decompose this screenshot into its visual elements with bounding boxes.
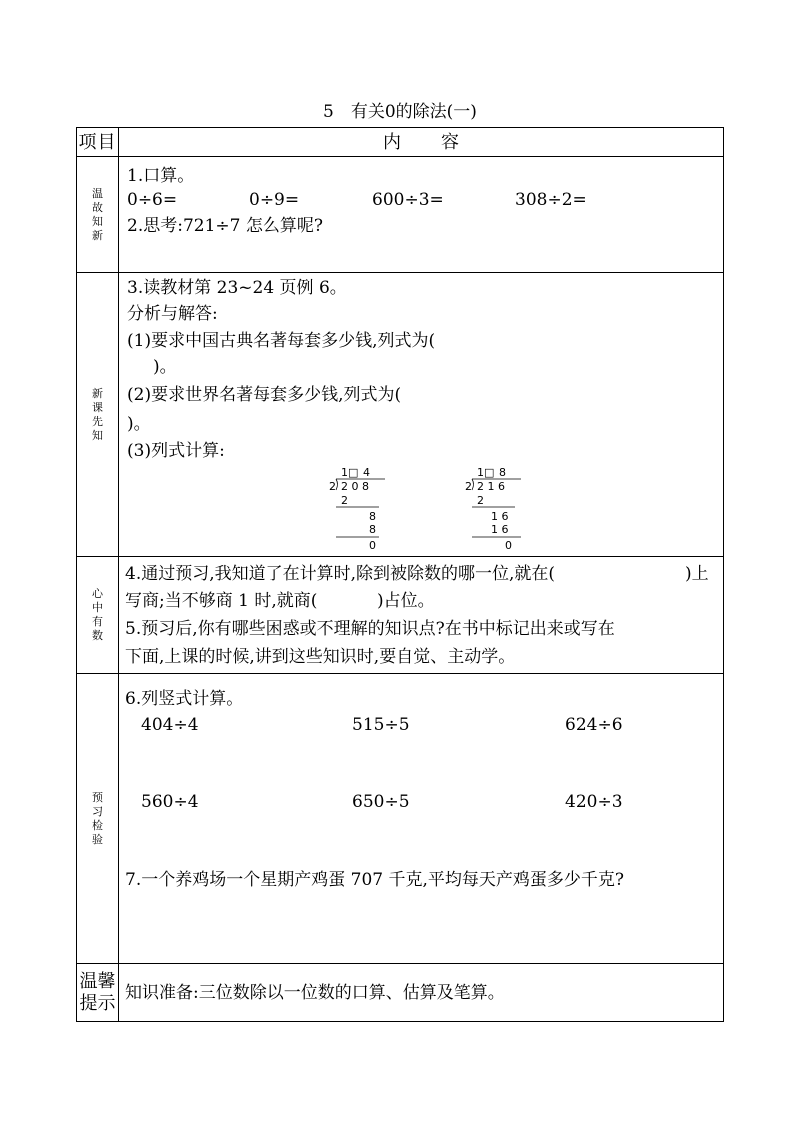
p3-text: (3)列式计算: <box>127 441 225 461</box>
div1-step: 8 <box>369 523 376 536</box>
calc-3: 600÷3= <box>372 190 444 210</box>
header-content: 内容 <box>119 128 724 157</box>
calc-item: 515÷5 <box>352 715 410 735</box>
check-content <box>119 674 724 964</box>
calc-2: 0÷9= <box>249 190 300 210</box>
calc-item: 560÷4 <box>141 792 199 812</box>
calc-1: 0÷6= <box>127 190 178 210</box>
table-header-row <box>77 128 724 157</box>
insight-label: 心中有数 <box>92 587 103 642</box>
p2-text: (2)要求世界名著每套多少钱,列式为( <box>127 385 402 405</box>
q6-text: 6.列竖式计算。 <box>125 689 244 709</box>
div1-quotient-digit: 4 <box>363 466 370 479</box>
tip-content <box>119 964 724 1022</box>
section-preview <box>77 273 724 557</box>
q2-text: 2.思考:721÷7 怎么算呢? <box>127 216 323 236</box>
section-insight <box>77 557 724 674</box>
insight-content <box>119 557 724 674</box>
div2-step: 1 6 <box>491 523 509 536</box>
tip-label: 温馨提示 <box>79 970 116 1014</box>
calc-item: 420÷3 <box>565 792 623 812</box>
insight-label-cell <box>77 557 119 674</box>
analysis-text: 分析与解答: <box>127 304 218 324</box>
div2-dividend: 2 1 6 <box>477 480 505 493</box>
calc-item: 404÷4 <box>141 715 199 735</box>
header-item: 项目 <box>77 128 119 157</box>
section-review <box>77 157 724 273</box>
div1-quotient-digit: 1 <box>341 466 348 479</box>
preview-content <box>119 273 724 557</box>
q4-blank-end: )上 <box>685 564 709 584</box>
div1-remainder: 0 <box>369 539 376 552</box>
calc-item: 624÷6 <box>565 715 623 735</box>
div2-quotient-digit: 8 <box>499 466 506 479</box>
calc-4: 308÷2= <box>515 190 587 210</box>
div2-step: 1 6 <box>491 510 509 523</box>
q3-text: 3.读教材第 23~24 页例 6。 <box>127 278 347 298</box>
check-label-cell <box>77 674 119 964</box>
p1-text: (1)要求中国古典名著每套多少钱,列式为( <box>127 331 436 351</box>
q4-text-2: 写商;当不够商 1 时,就商( <box>125 591 318 611</box>
section-tip <box>77 964 724 1022</box>
div1-quotient-box: □ <box>348 466 359 479</box>
div1-divisor: 2 <box>329 480 336 493</box>
div1-step: 2 <box>341 494 348 507</box>
q5-text: 5.预习后,你有哪些困惑或不理解的知识点?在书中标记出来或写在 <box>125 619 615 639</box>
div2-step: 2 <box>477 494 484 507</box>
long-division-2 <box>455 465 535 555</box>
tip-label-cell <box>77 964 119 1022</box>
div1-dividend: 2 0 8 <box>341 480 369 493</box>
long-division-1 <box>319 465 399 555</box>
calc-item: 650÷5 <box>352 792 410 812</box>
preview-label-cell <box>77 273 119 557</box>
worksheet-table <box>76 127 724 1022</box>
check-label: 预习检验 <box>92 790 103 846</box>
div2-quotient-digit: 1 <box>477 466 484 479</box>
tip-text: 知识准备:三位数除以一位数的口算、估算及笔算。 <box>125 983 505 1003</box>
p2-end: )。 <box>127 414 151 434</box>
q5-text-2: 下面,上课的时候,讲到这些知识时,要自觉、主动学。 <box>125 647 516 667</box>
q1-text: 1.口算。 <box>127 166 195 186</box>
q4-blank-end-2: )占位。 <box>377 591 435 611</box>
div2-remainder: 0 <box>505 539 512 552</box>
preview-label: 新课先知 <box>92 386 103 442</box>
div2-quotient-box: □ <box>484 466 495 479</box>
section-check <box>77 674 724 964</box>
div1-step: 8 <box>369 510 376 523</box>
p1-end: )。 <box>153 357 177 377</box>
page-title: 5 有关0的除法(一) <box>323 102 477 122</box>
q4-text: 4.通过预习,我知道了在计算时,除到被除数的哪一位,就在( <box>125 564 556 584</box>
div2-divisor: 2 <box>465 480 472 493</box>
q7-text: 7.一个养鸡场一个星期产鸡蛋 707 千克,平均每天产鸡蛋多少千克? <box>125 870 624 890</box>
review-label-cell <box>77 157 119 273</box>
review-label: 温故知新 <box>92 186 103 242</box>
review-content <box>119 157 724 273</box>
